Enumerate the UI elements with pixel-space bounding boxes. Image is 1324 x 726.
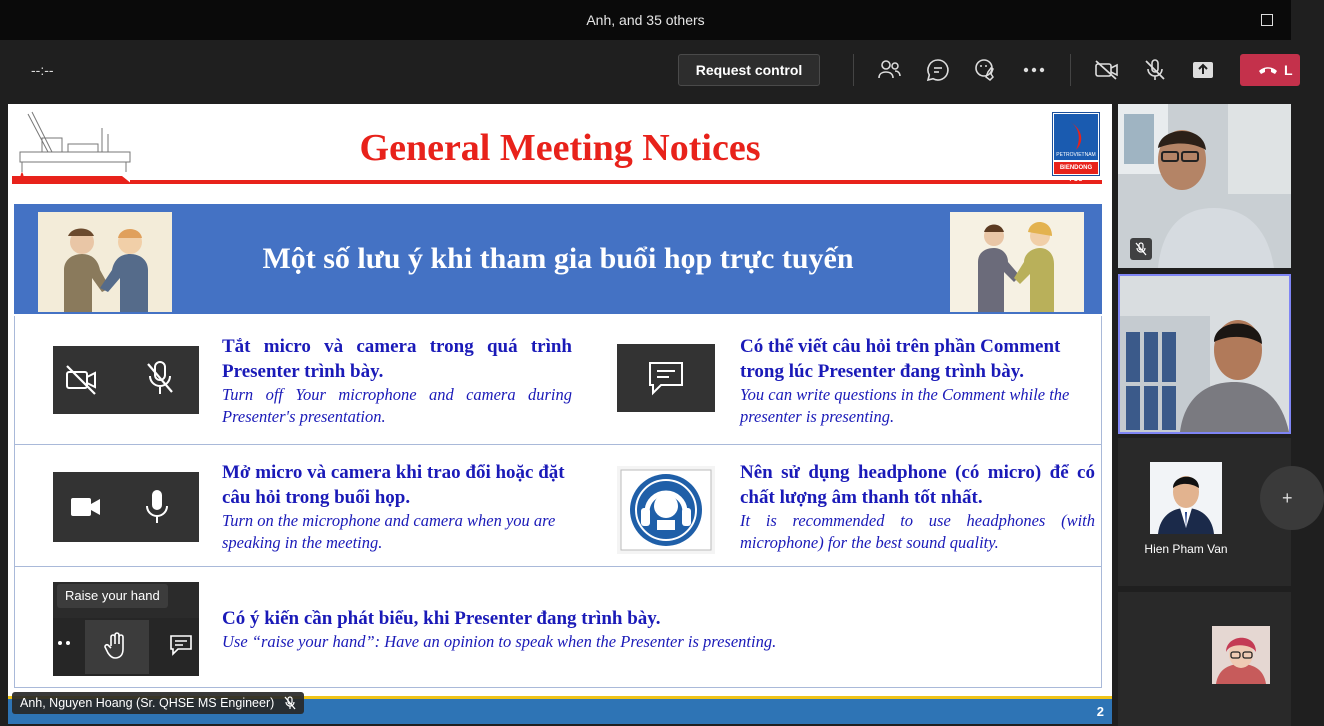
headphones-image (617, 466, 715, 554)
slide-header (8, 104, 1112, 190)
headphones-icon (619, 468, 713, 552)
comment-image (617, 344, 715, 412)
participants-icon[interactable] (876, 56, 904, 84)
row-divider (15, 444, 1101, 445)
meeting-toolbar (0, 40, 1291, 100)
participant-tile[interactable] (1118, 438, 1291, 586)
handshake-illustration-left (38, 212, 172, 312)
notice-vi: Có ý kiến cần phát biểu, khi Presenter đang trình bày. (222, 608, 661, 629)
maximize-icon[interactable] (1261, 14, 1273, 26)
slide-page-number: 2 (1096, 704, 1104, 719)
notice-en: It is recommended to use headphones (with microphone) for the best sound quality. (740, 511, 1095, 552)
petrovietnam-logo (1052, 112, 1100, 183)
mic-camera-on-image (53, 472, 199, 542)
svg-text:PETROVIETNAM: PETROVIETNAM (1056, 152, 1096, 158)
logo-text: BIENDONG POC (1054, 162, 1098, 174)
notice-vi: Tắt micro và camera trong quá trình Presenter trình bày. (222, 336, 572, 382)
avatar (1212, 626, 1270, 684)
mic-off-icon (1130, 238, 1152, 260)
notice-item (222, 334, 572, 428)
notice-en: Use “raise your hand”: Have an opinion to speak when the Presenter is presenting. (222, 632, 777, 651)
notice-vi: Mở micro và camera khi trao đổi hoặc đặt câu hỏi trong buổi họp. (222, 462, 565, 508)
phone-hangup-icon (1258, 65, 1278, 75)
notice-item (222, 460, 572, 554)
mic-on-icon (143, 488, 171, 526)
hand-icon (105, 632, 129, 660)
leave-button[interactable] (1240, 54, 1300, 86)
notice-item (740, 460, 1095, 554)
row-divider (15, 566, 1101, 567)
presenter-name: Anh, Nguyen Hoang (Sr. QHSE MS Engineer) (20, 696, 275, 710)
chat-icon[interactable] (924, 56, 952, 84)
self-view-tile[interactable] (1118, 592, 1291, 726)
notice-item (740, 334, 1095, 428)
participant-name: Hien Pham Van (1144, 542, 1228, 556)
mic-off-icon (145, 360, 175, 398)
comment-icon (169, 634, 193, 656)
mic-off-icon[interactable] (1141, 56, 1169, 84)
notice-en: You can write questions in the Comment while the presenter is presenting. (740, 385, 1070, 426)
title-bar (0, 0, 1291, 40)
handshake-illustration-right (950, 212, 1084, 312)
active-speaker-video-tile[interactable] (1118, 274, 1291, 434)
mic-off-icon (284, 696, 296, 710)
shared-slide (8, 104, 1112, 724)
notice-en: Turn on the microphone and camera when you are speaking in the meeting. (222, 511, 556, 552)
mic-camera-off-image (53, 346, 199, 414)
notices-table (14, 316, 1102, 688)
presenter-name-label (12, 692, 304, 714)
share-tray-icon[interactable] (1189, 56, 1217, 84)
notice-item (222, 606, 1082, 653)
raise-hand-image (53, 582, 199, 676)
more-options-icon[interactable] (1020, 56, 1048, 84)
leave-label: L (1284, 62, 1293, 78)
participants-panel (1116, 100, 1291, 726)
window-title: Anh, and 35 others (586, 12, 705, 28)
more-participants-button[interactable]: + (1260, 466, 1324, 530)
raise-hand-icon[interactable] (972, 56, 1000, 84)
notice-en: Turn off Your microphone and camera during Presenter's presentation. (222, 385, 572, 426)
camera-on-icon (69, 494, 103, 520)
toolbar-divider (1070, 54, 1071, 86)
camera-off-icon (65, 364, 101, 396)
notice-vi: Nên sử dụng headphone (có micro) để có chất lượng âm thanh tốt nhất. (740, 462, 1095, 508)
request-control-button[interactable]: Request control (678, 54, 820, 86)
meeting-timer: --:-- (31, 62, 54, 78)
camera-off-icon[interactable] (1093, 56, 1121, 84)
raise-hand-tooltip: Raise your hand (57, 584, 168, 608)
comment-icon (647, 360, 685, 396)
toolbar-divider (853, 54, 854, 86)
slide-title: General Meeting Notices (359, 127, 761, 169)
banner-title: Một số lưu ý khi tham gia buổi họp trực tuyến (262, 242, 854, 275)
title-underline (130, 180, 1102, 184)
notice-vi: Có thể viết câu hỏi trên phần Comment trong lúc Presenter đang trình bày. (740, 336, 1061, 382)
avatar (1150, 462, 1222, 534)
notice-banner (14, 204, 1102, 314)
participant-video-tile[interactable] (1118, 104, 1291, 268)
